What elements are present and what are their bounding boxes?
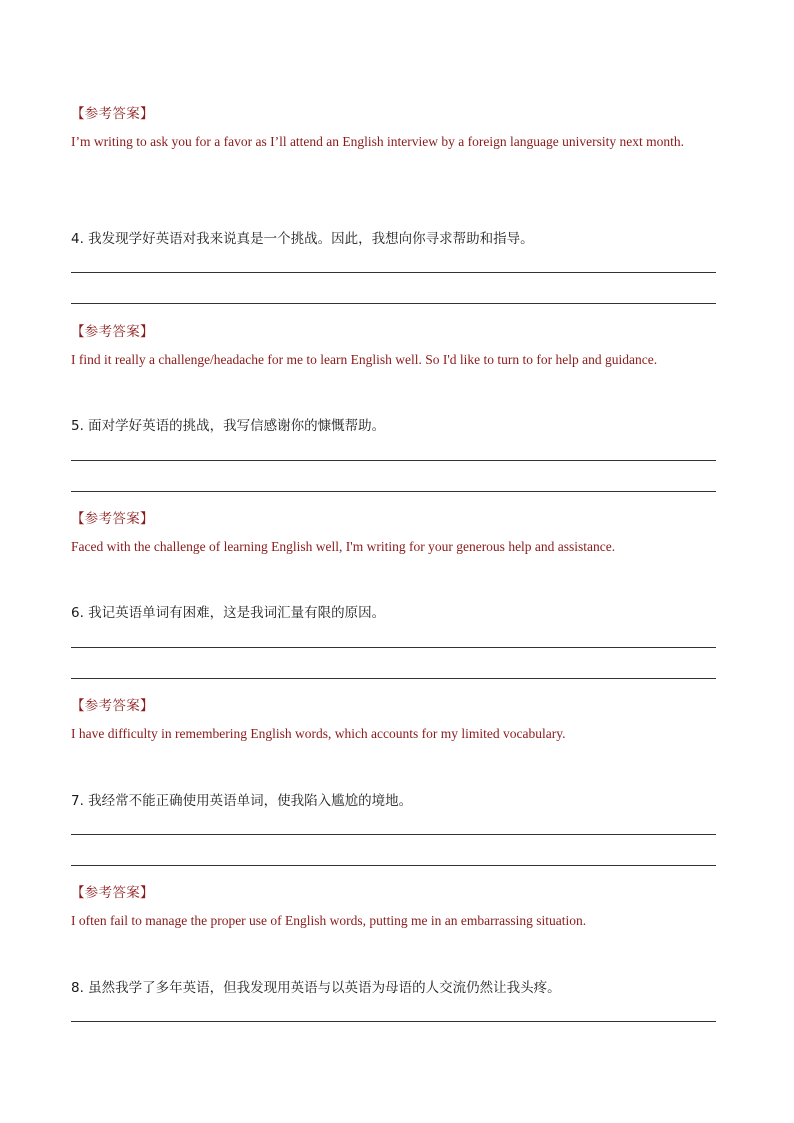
- answer-text-5: Faced with the challenge of learning English well, I'm writing for your generous help and assistance.: [71, 539, 616, 554]
- question-4: 4. 我发现学好英语对我来说真是一个挑战。因此，我想向你寻求帮助和指导。: [71, 231, 534, 247]
- answer-label-6: 【参考答案】: [71, 698, 154, 714]
- question-8: 8. 虽然我学了多年英语，但我发现用英语与以英语为母语的人交流仍然让我头疼。: [71, 980, 561, 996]
- answer-line: [71, 678, 716, 679]
- answer-line: [71, 460, 716, 461]
- answer-line: [71, 303, 716, 304]
- answer-line: [71, 865, 716, 866]
- answer-label-7: 【参考答案】: [71, 885, 154, 901]
- answer-text-6: I have difficulty in remembering English words, which accounts for my limited vocabulary.: [71, 726, 566, 741]
- answer-line: [71, 834, 716, 835]
- answer-label-3: 【参考答案】: [71, 106, 154, 122]
- question-6: 6. 我记英语单词有困难，这是我词汇量有限的原因。: [71, 605, 386, 621]
- answer-line: [71, 1021, 716, 1022]
- answer-label-4: 【参考答案】: [71, 324, 154, 340]
- answer-line: [71, 647, 716, 648]
- answer-text-7: I often fail to manage the proper use of English words, putting me in an embarrassing situation.: [71, 913, 587, 928]
- answer-label-5: 【参考答案】: [71, 511, 154, 527]
- question-5: 5. 面对学好英语的挑战，我写信感谢你的慷慨帮助。: [71, 418, 386, 434]
- answer-text-4: I find it really a challenge/headache for me to learn English well. So I'd like to turn to for help and guidance.: [71, 352, 658, 367]
- answer-line: [71, 272, 716, 273]
- answer-line: [71, 491, 716, 492]
- question-7: 7. 我经常不能正确使用英语单词，使我陷入尴尬的境地。: [71, 793, 413, 809]
- answer-text-3: I’m writing to ask you for a favor as I’ll attend an English interview by a foreign language university next month.: [71, 134, 684, 149]
